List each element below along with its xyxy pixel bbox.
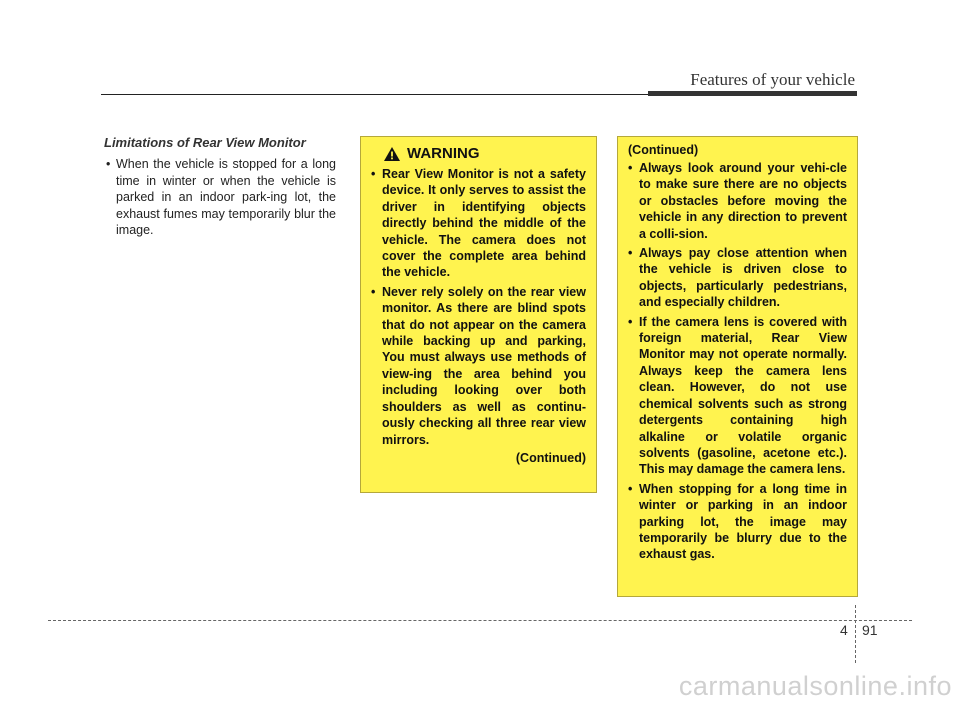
continued-label: (Continued) bbox=[628, 143, 699, 157]
footer-rule bbox=[48, 620, 912, 621]
warning-bullet: • Always look around your vehi-cle to make sure there are no objects or obstacles before moving the vehicle in any direction to prevent a colli-sion. bbox=[628, 160, 847, 242]
warning-box-continued bbox=[617, 136, 858, 597]
header-title: Features of your vehicle bbox=[690, 70, 855, 89]
warning-box bbox=[360, 136, 597, 493]
warning-bullet: • Rear View Monitor is not a safety device. It only serves to assist the driver in identifying objects directly behind the middle of the vehicle. The camera does not cover the complete area behind the vehicle. bbox=[371, 166, 586, 281]
continued-label: (Continued) bbox=[515, 450, 586, 465]
warning-title: WARNING bbox=[407, 145, 480, 162]
section-title: Limitations of Rear View Monitor bbox=[104, 135, 306, 150]
warning-bullet: • Never rely solely on the rear view monitor. As there are blind spots that do not appear on the camera while backing up and parking, You must always use methods of view-ing the area behind you including looking over both shoulders as well as continu-ously checking all three rear view mirrors. bbox=[371, 284, 586, 448]
warning-heading bbox=[383, 145, 586, 162]
section-bullet: • When the vehicle is stopped for a long time in winter or when the vehicle is parked in an indoor park-ing lot, the exhaust fumes may temporarily blur the image. bbox=[104, 156, 336, 239]
warning-bullet: • When stopping for a long time in winter or parking in an indoor parking lot, the image may temporarily be blurry due to the exhaust gas. bbox=[628, 481, 847, 563]
page-number: 91 bbox=[862, 622, 878, 638]
header-bar bbox=[648, 91, 857, 96]
footer-divider bbox=[855, 605, 856, 663]
watermark: carmanualsonline.info bbox=[678, 671, 952, 701]
chapter-number: 4 bbox=[840, 622, 848, 638]
warning-triangle-icon bbox=[383, 146, 401, 162]
limitations-section bbox=[104, 135, 336, 239]
warning-bullet: • If the camera lens is covered with foreign material, Rear View Monitor may not operate normally. Always keep the camera lens clean. However, do not use chemical solvents such as strong detergents containing high alkaline or volatile organic solvents (gasoline, acetone etc.). This may damage the camera lens. bbox=[628, 314, 847, 478]
warning-bullet: • Always pay close attention when the vehicle is driven close to objects, particularly pedestrians, and especially children. bbox=[628, 245, 847, 311]
